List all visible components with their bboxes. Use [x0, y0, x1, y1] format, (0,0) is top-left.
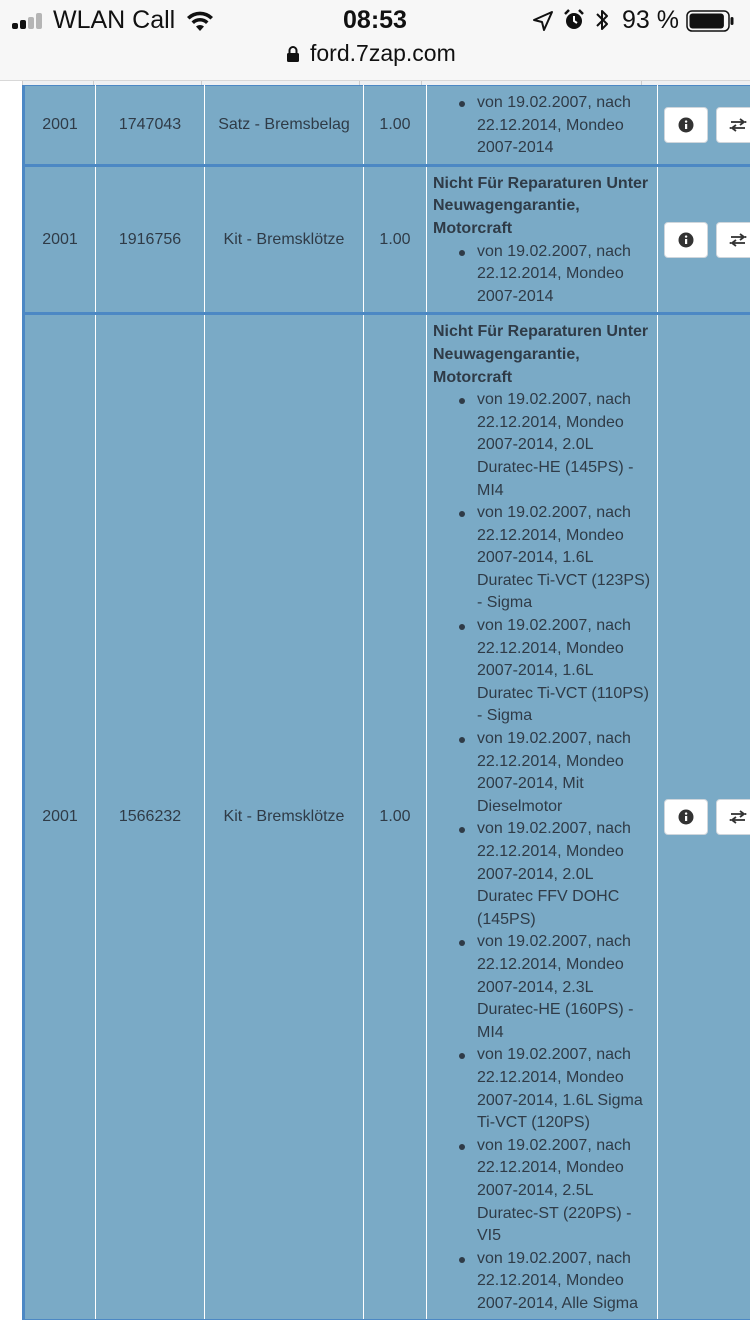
application-item: von 19.02.2007, nach 22.12.2014, Mondeo 2007-2014 — [477, 92, 653, 160]
swap-arrows-icon — [729, 117, 747, 133]
application-item: von 19.02.2007, nach 22.12.2014, Mondeo 2007-2014, 2.3L Duratec-HE (160PS) - MI4 — [477, 931, 653, 1044]
swap-arrows-icon — [729, 809, 747, 825]
note-title: Nicht Für Reparaturen Unter Neuwagengarantie, Motorcraft — [433, 174, 649, 237]
application-item: von 19.02.2007, nach 22.12.2014, Mondeo 2007-2014, 2.5L Duratec-ST (220PS) - VI5 — [477, 1135, 653, 1248]
part-name-cell: Satz - Bremsbelag — [205, 86, 364, 166]
address-bar[interactable] — [0, 42, 750, 81]
application-item: von 19.02.2007, nach 22.12.2014, Mondeo 2007-2014, 1.6L Duratec Ti-VCT (123PS) - Sigma — [477, 502, 653, 615]
battery-icon — [686, 10, 734, 32]
application-item: von 19.02.2007, nach 22.12.2014, Mondeo 2007-2014, Mit Dieselmotor — [477, 728, 653, 818]
replacement-button[interactable] — [716, 799, 750, 835]
applicability-cell — [427, 165, 658, 314]
applicability-cell — [427, 314, 658, 1320]
status-bar — [0, 0, 750, 42]
info-icon — [678, 809, 694, 825]
bluetooth-icon — [593, 8, 611, 32]
replacement-button[interactable] — [716, 222, 750, 258]
part-number-cell[interactable]: 1566232 — [96, 314, 205, 1320]
application-list — [433, 389, 653, 1315]
part-number-cell[interactable]: 1747043 — [96, 86, 205, 166]
battery-percentage: 93 % — [622, 6, 679, 34]
application-item: von 19.02.2007, nach 22.12.2014, Mondeo 2007-2014, Alle Sigma — [477, 1248, 653, 1316]
url-text[interactable]: ford.7zap.com — [310, 40, 456, 66]
clock: 08:53 — [343, 6, 407, 34]
actions-cell — [658, 86, 750, 166]
year-cell: 2001 — [24, 314, 96, 1320]
info-icon — [678, 232, 694, 248]
replacement-button[interactable] — [716, 107, 750, 143]
info-button[interactable] — [664, 222, 708, 258]
application-item: von 19.02.2007, nach 22.12.2014, Mondeo 2007-2014, 2.0L Duratec-HE (145PS) - MI4 — [477, 389, 653, 502]
info-icon — [678, 117, 694, 133]
quantity-cell: 1.00 — [364, 165, 427, 314]
lock-icon — [286, 45, 300, 63]
application-list — [433, 92, 653, 160]
part-name-cell: Kit - Bremsklötze — [205, 165, 364, 314]
application-list — [433, 241, 653, 309]
info-button[interactable] — [664, 107, 708, 143]
quantity-cell: 1.00 — [364, 86, 427, 166]
info-button[interactable] — [664, 799, 708, 835]
application-item: von 19.02.2007, nach 22.12.2014, Mondeo 2007-2014, 2.0L Duratec FFV DOHC (145PS) — [477, 818, 653, 931]
year-cell: 2001 — [24, 165, 96, 314]
parts-table — [22, 85, 750, 1320]
year-cell: 2001 — [24, 86, 96, 166]
application-item: von 19.02.2007, nach 22.12.2014, Mondeo 2007-2014, 1.6L Sigma Ti-VCT (120PS) — [477, 1044, 653, 1134]
applicability-cell — [427, 86, 658, 166]
actions-cell — [658, 165, 750, 314]
page-content — [0, 81, 750, 1334]
swap-arrows-icon — [729, 232, 747, 248]
application-item: von 19.02.2007, nach 22.12.2014, Mondeo 2007-2014, 1.6L Duratec Ti-VCT (110PS) - Sigma — [477, 615, 653, 728]
actions-cell — [658, 314, 750, 1320]
application-item: von 19.02.2007, nach 22.12.2014, Mondeo 2007-2014 — [477, 241, 653, 309]
location-arrow-icon — [532, 10, 554, 32]
part-number-cell[interactable]: 1916756 — [96, 165, 205, 314]
part-name-cell: Kit - Bremsklötze — [205, 314, 364, 1320]
note-title: Nicht Für Reparaturen Unter Neuwagengarantie, Motorcraft — [433, 323, 649, 386]
table-row — [24, 165, 750, 314]
table-row — [24, 314, 750, 1320]
quantity-cell: 1.00 — [364, 314, 427, 1320]
carrier-label: WLAN Call — [53, 6, 176, 34]
alarm-clock-icon — [563, 9, 585, 31]
table-row — [24, 86, 750, 166]
